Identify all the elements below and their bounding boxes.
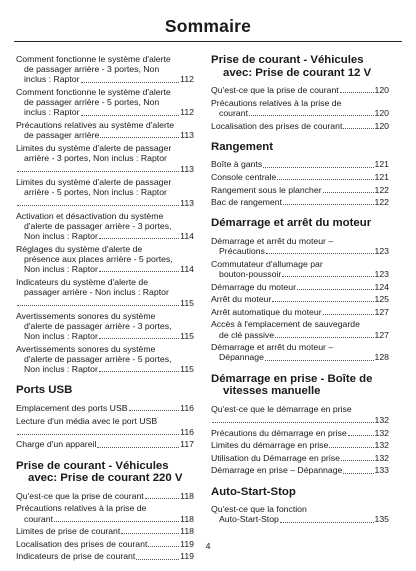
toc-page-number: 119 bbox=[180, 538, 194, 549]
toc-entry-text: Précautions du démarrage en prise bbox=[211, 427, 347, 438]
toc-entry[interactable] bbox=[211, 307, 389, 317]
toc-entry-text: d'alerte de passager arrière - 3 portes, bbox=[24, 321, 172, 331]
dot-leader bbox=[212, 422, 374, 423]
toc-entry-text: Dépannage bbox=[219, 352, 264, 363]
toc-entry-text: Précautions bbox=[219, 246, 265, 257]
toc-page-number: 120 bbox=[374, 85, 389, 96]
dot-leader bbox=[329, 447, 373, 448]
dot-leader bbox=[17, 205, 179, 206]
dot-leader bbox=[340, 92, 374, 93]
toc-entry-text: arrière - 3 portes, Non inclus : Raptor bbox=[24, 153, 167, 163]
toc-entry-text: arrière - 5 portes, Non inclus : Raptor bbox=[24, 187, 167, 197]
toc-entry[interactable] bbox=[16, 54, 194, 85]
toc-entry[interactable] bbox=[211, 319, 389, 339]
toc-entry[interactable] bbox=[211, 453, 389, 463]
dot-leader bbox=[17, 171, 179, 172]
toc-entry-text: bouton-poussoir bbox=[219, 268, 282, 279]
dot-leader bbox=[145, 498, 179, 499]
toc-entry[interactable] bbox=[211, 236, 389, 256]
toc-entry-text: Démarrage et arrêt du moteur – bbox=[211, 342, 334, 353]
dot-leader bbox=[81, 82, 180, 83]
toc-entry-text: Avertissements sonores du système bbox=[16, 310, 156, 321]
dot-leader bbox=[266, 253, 374, 254]
toc-page-number: 115 bbox=[180, 364, 194, 375]
toc-page-number: 112 bbox=[180, 107, 194, 118]
toc-entry[interactable] bbox=[211, 342, 389, 362]
page-number: 4 bbox=[205, 541, 211, 551]
toc-entry-text: Activation et désactivation du système bbox=[16, 210, 164, 221]
section-heading bbox=[16, 384, 194, 397]
toc-entry-text: de passager arrière bbox=[24, 130, 100, 141]
toc-entry[interactable] bbox=[16, 551, 194, 561]
toc-page-number: 132 bbox=[374, 427, 389, 438]
toc-entry-text: courant bbox=[219, 107, 248, 118]
toc-page-number: 119 bbox=[180, 551, 194, 562]
toc-entry-text: Avertissements sonores du système bbox=[16, 343, 156, 354]
section-heading bbox=[16, 460, 194, 485]
toc-page-number: 112 bbox=[180, 74, 194, 85]
toc-page-number: 113 bbox=[180, 198, 194, 209]
toc-entry-text: de clé passive bbox=[219, 329, 275, 340]
section-heading-line: Auto-Start-Stop bbox=[211, 485, 296, 498]
toc-entry[interactable] bbox=[16, 143, 194, 175]
section-heading bbox=[211, 486, 389, 499]
section-heading bbox=[211, 141, 389, 154]
section-heading-line: Prise de courant - Véhicules bbox=[16, 459, 169, 472]
toc-entry-text: présence aux places arrière - 5 portes, bbox=[24, 254, 173, 264]
toc-entry[interactable] bbox=[16, 403, 194, 413]
toc-entry-text: Limites du système d'alerte de passager bbox=[16, 142, 172, 153]
toc-page-number: 118 bbox=[180, 526, 194, 537]
toc-page-number: 128 bbox=[374, 352, 389, 363]
toc-entry[interactable] bbox=[211, 465, 389, 475]
toc-page-number: 133 bbox=[374, 465, 389, 476]
dot-leader bbox=[17, 434, 179, 435]
dot-leader bbox=[323, 314, 374, 315]
toc-entry-text: Arrêt automatique du moteur bbox=[211, 306, 322, 317]
toc-entry[interactable] bbox=[16, 439, 194, 449]
toc-entry[interactable] bbox=[16, 87, 194, 118]
toc-entry-text: Comment fonctionne le système d'alerte bbox=[16, 87, 171, 97]
toc-entry-text: courant bbox=[24, 513, 53, 524]
toc-entry-text: Limites du système d'alerte de passager bbox=[16, 176, 172, 187]
section-heading bbox=[211, 217, 389, 230]
dot-leader bbox=[99, 271, 179, 272]
toc-entry[interactable] bbox=[211, 404, 389, 425]
toc-page-number: 118 bbox=[180, 490, 194, 501]
dot-leader bbox=[54, 521, 179, 522]
toc-entry-text: Non inclus : Raptor bbox=[24, 364, 98, 375]
toc-page-number: 132 bbox=[374, 414, 389, 425]
toc-entry-text: Précautions relatives à la prise de bbox=[16, 503, 147, 514]
toc-entry-text: Démarrage en prise – Dépannage bbox=[211, 465, 343, 476]
toc-page-number: 120 bbox=[374, 120, 389, 131]
toc-entry-text: Utilisation du Démarrage en prise bbox=[211, 452, 340, 463]
toc-right-column bbox=[211, 54, 389, 527]
toc-entry-text: Accès à l'emplacement de sauvegarde bbox=[211, 319, 360, 330]
dot-leader bbox=[280, 522, 374, 523]
dot-leader bbox=[249, 115, 374, 116]
toc-page-number: 132 bbox=[374, 452, 389, 463]
toc-entry-text: Emplacement des ports USB bbox=[16, 403, 128, 413]
toc-entry[interactable] bbox=[211, 98, 389, 118]
toc-entry[interactable] bbox=[211, 121, 389, 131]
toc-page-number: 121 bbox=[374, 171, 389, 182]
toc-entry[interactable] bbox=[211, 197, 389, 207]
toc-entry-text: Qu'est-ce que la fonction bbox=[211, 504, 307, 515]
toc-entry-text: Localisation des prises de courant bbox=[211, 120, 343, 131]
dot-leader bbox=[343, 473, 373, 474]
toc-page-number: 120 bbox=[374, 107, 389, 118]
toc-entry[interactable] bbox=[211, 504, 389, 524]
toc-entry-text: Console centrale bbox=[211, 171, 277, 182]
toc-entry-text: Commutateur d'allumage par bbox=[211, 258, 323, 269]
toc-entry[interactable] bbox=[16, 277, 194, 309]
dot-leader bbox=[99, 338, 179, 339]
section-heading-line: Prise de courant - Véhicules bbox=[211, 54, 364, 66]
toc-entry-text: Localisation des prises de courant bbox=[16, 538, 148, 549]
toc-page-number: 116 bbox=[180, 403, 194, 413]
toc-entry-text: Qu'est-ce que le démarrage en prise bbox=[211, 403, 352, 414]
toc-page-number: 114 bbox=[180, 264, 194, 275]
toc-entry-text: Lecture d'un média avec le port USB bbox=[16, 415, 158, 426]
toc-page-number: 123 bbox=[374, 246, 389, 257]
toc-entry-text: Qu'est-ce que la prise de courant bbox=[16, 490, 144, 501]
toc-page-number: 115 bbox=[180, 298, 194, 309]
toc-entry[interactable] bbox=[211, 294, 389, 304]
toc-entry[interactable] bbox=[211, 185, 389, 195]
toc-entry[interactable] bbox=[16, 244, 194, 275]
section-heading bbox=[211, 373, 389, 398]
toc-entry-text: inclus : Raptor bbox=[24, 74, 80, 85]
dot-leader bbox=[272, 301, 373, 302]
toc-entry-text: Arrêt du moteur bbox=[211, 294, 272, 305]
section-heading bbox=[211, 54, 389, 79]
dot-leader bbox=[99, 371, 179, 372]
dot-leader bbox=[343, 128, 373, 129]
toc-entry[interactable] bbox=[211, 85, 389, 95]
toc-entry[interactable] bbox=[16, 177, 194, 209]
toc-entry-text: Réglages du système d'alerte de bbox=[16, 243, 143, 254]
toc-entry-text: Bac de rangement bbox=[211, 197, 282, 208]
toc-entry-text: Rangement sous le plancher bbox=[211, 184, 322, 195]
toc-entry-text: d'alerte de passager arrière - 3 portes, bbox=[24, 221, 172, 231]
toc-entry[interactable] bbox=[16, 120, 194, 140]
toc-entry[interactable] bbox=[16, 416, 194, 437]
dot-leader bbox=[97, 447, 179, 448]
toc-entry-text: d'alerte de passager arrière - 5 portes, bbox=[24, 354, 172, 364]
toc-entry-text: Limites du démarrage en prise bbox=[211, 440, 329, 451]
toc-entry-text: Non inclus : Raptor bbox=[24, 264, 98, 275]
toc-entry[interactable] bbox=[16, 311, 194, 342]
toc-page-number: 118 bbox=[180, 513, 194, 524]
toc-entry[interactable] bbox=[16, 503, 194, 523]
toc-page-number: 127 bbox=[374, 306, 389, 317]
toc-entry-text: Boîte à gants bbox=[211, 159, 263, 170]
toc-page-number: 121 bbox=[374, 159, 389, 170]
toc-page-number: 113 bbox=[180, 130, 194, 141]
dot-leader bbox=[265, 360, 374, 361]
dot-leader bbox=[277, 179, 373, 180]
toc-entry[interactable] bbox=[16, 211, 194, 242]
dot-leader bbox=[129, 410, 180, 411]
dot-leader bbox=[263, 167, 373, 168]
toc-entry[interactable] bbox=[211, 159, 389, 169]
dot-leader bbox=[323, 192, 374, 193]
toc-page-number: 117 bbox=[180, 439, 194, 450]
toc-page-number: 113 bbox=[180, 164, 194, 175]
toc-entry-text: Limites de prise de courant bbox=[16, 526, 121, 537]
toc-entry-text: Non inclus : Raptor bbox=[24, 331, 98, 342]
toc-page-number: 116 bbox=[180, 426, 194, 437]
section-heading-line: vitesses manuelle bbox=[223, 385, 321, 398]
dot-leader bbox=[341, 460, 374, 461]
dot-leader bbox=[17, 305, 179, 306]
toc-entry[interactable] bbox=[211, 259, 389, 279]
dot-leader bbox=[297, 289, 374, 290]
toc-page-number: 127 bbox=[374, 329, 389, 340]
toc-entry-text: Qu'est-ce que la prise de courant bbox=[211, 85, 339, 96]
dot-leader bbox=[275, 337, 373, 338]
dot-leader bbox=[121, 533, 179, 534]
section-heading-line: Démarrage en prise - Boîte de bbox=[211, 372, 373, 385]
toc-page-number: 135 bbox=[374, 514, 389, 525]
toc-entry[interactable] bbox=[211, 172, 389, 182]
dot-leader bbox=[282, 276, 373, 277]
toc-entry-text: Démarrage et arrêt du moteur – bbox=[211, 235, 334, 246]
dot-leader bbox=[99, 238, 179, 239]
toc-entry[interactable] bbox=[211, 282, 389, 292]
toc-entry-text: Indicateurs du système d'alerte de bbox=[16, 276, 149, 287]
toc-entry[interactable] bbox=[16, 344, 194, 375]
toc-page-number: 122 bbox=[374, 197, 389, 208]
section-heading-line: avec: Prise de courant 12 V bbox=[223, 66, 372, 79]
toc-entry-text: inclus : Raptor bbox=[24, 107, 80, 118]
section-heading-line: Rangement bbox=[211, 140, 274, 153]
toc-page-number: 114 bbox=[180, 231, 194, 242]
section-heading-line: avec: Prise de courant 220 V bbox=[28, 472, 183, 485]
title-divider bbox=[14, 41, 402, 42]
toc-entry-text: Non inclus : Raptor bbox=[24, 231, 98, 242]
page-title: Sommaire bbox=[164, 16, 252, 36]
toc-page-number: 123 bbox=[374, 268, 389, 279]
toc-entry-text: Précautions relatives au système d'alerte bbox=[16, 120, 175, 130]
toc-entry-text: Démarrage du moteur bbox=[211, 281, 296, 292]
dot-leader bbox=[348, 435, 374, 436]
toc-entry-text: Indicateurs de prise de courant bbox=[16, 551, 136, 562]
toc-page-number: 115 bbox=[180, 331, 194, 342]
dot-leader bbox=[100, 137, 179, 138]
toc-entry-text: Précautions relatives à la prise de bbox=[211, 97, 342, 108]
toc-page-number: 124 bbox=[374, 281, 389, 292]
toc-left-column bbox=[16, 54, 194, 564]
toc-page-number: 122 bbox=[374, 184, 389, 195]
section-heading-line: Ports USB bbox=[16, 384, 73, 397]
toc-entry-text: Auto-Start-Stop bbox=[219, 514, 279, 525]
dot-leader bbox=[283, 204, 374, 205]
toc-entry[interactable] bbox=[16, 491, 194, 501]
toc-entry-text: passager arrière - Non inclus : Raptor bbox=[24, 287, 169, 297]
toc-entry[interactable] bbox=[211, 440, 389, 450]
dot-leader bbox=[136, 559, 179, 560]
toc-entry-text: Charge d'un appareil bbox=[16, 439, 97, 450]
toc-entry-text: de passager arrière - 3 portes, Non bbox=[24, 64, 160, 75]
toc-entry[interactable] bbox=[16, 526, 194, 536]
toc-entry[interactable] bbox=[211, 428, 389, 438]
toc-page-number: 132 bbox=[374, 440, 389, 451]
toc-entry-text: Comment fonctionne le système d'alerte bbox=[16, 54, 171, 64]
toc-entry-text: de passager arrière - 5 portes, Non bbox=[24, 97, 160, 108]
toc-page-number: 125 bbox=[374, 294, 389, 305]
dot-leader bbox=[81, 115, 180, 116]
section-heading-line: Démarrage et arrêt du moteur bbox=[211, 217, 372, 230]
